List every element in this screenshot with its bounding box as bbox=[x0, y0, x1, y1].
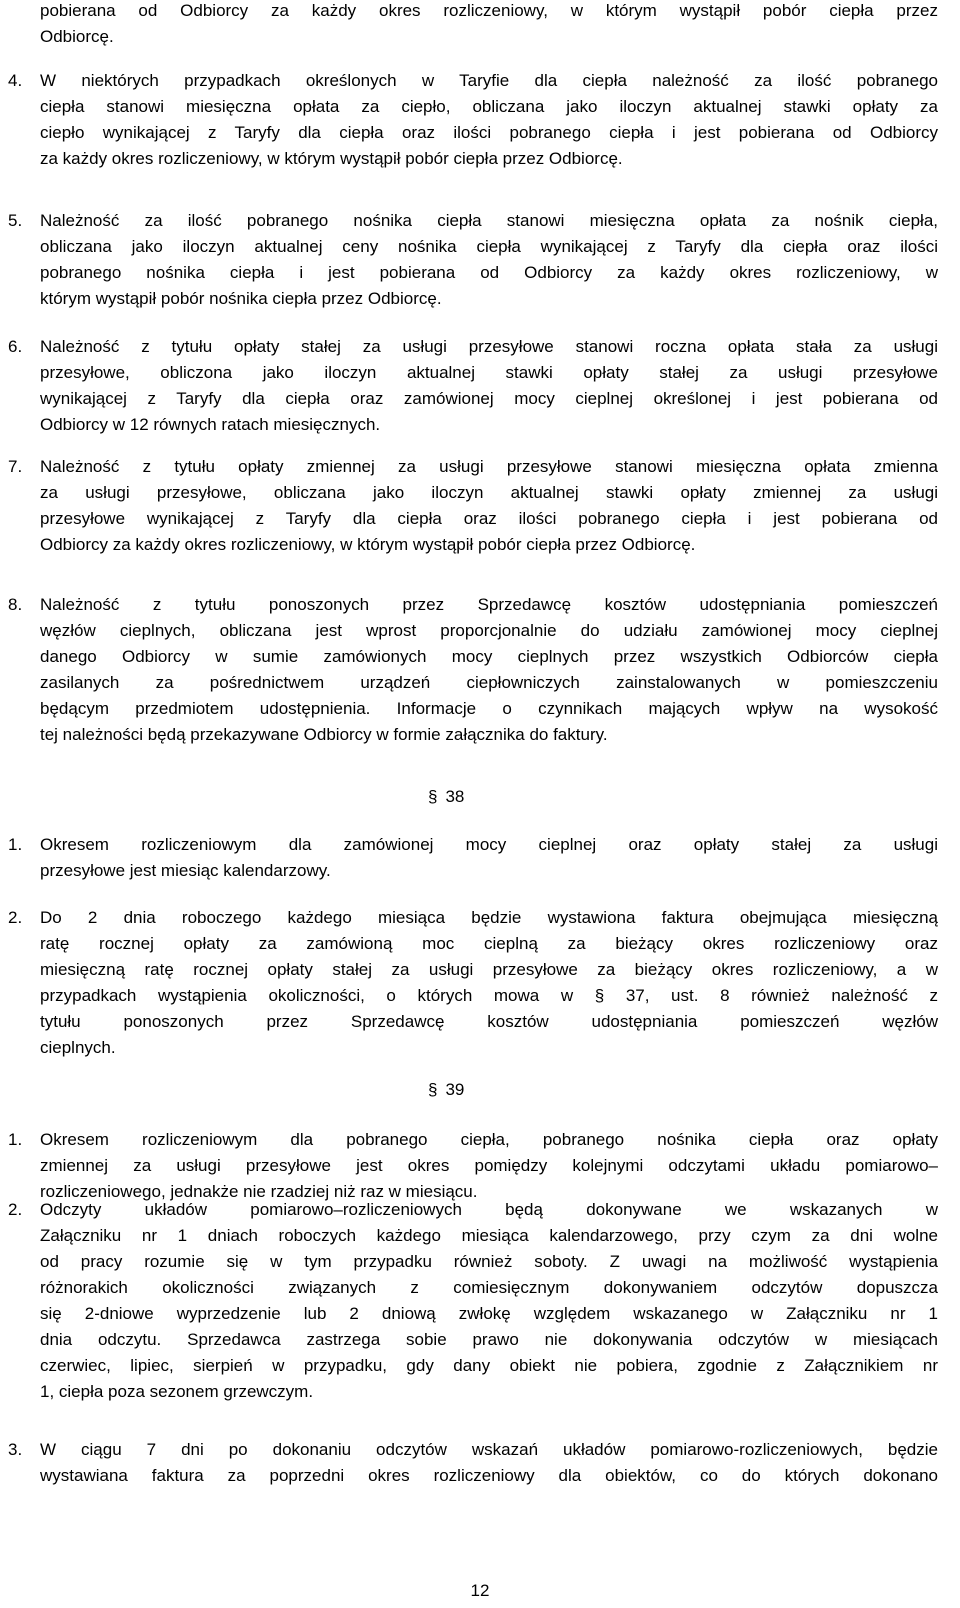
text-line: za każdy okres rozliczeniowy, w którym wystąpił pobór ciepła przez Odbiorcę. bbox=[40, 149, 623, 168]
paragraph-text bbox=[40, 1197, 938, 1405]
page-number: 12 bbox=[470, 1581, 490, 1600]
text-line: węzłów cieplnych, obliczana jest wprost proporcjonalnie do udziału zamówionej mocy cieplnej bbox=[40, 621, 938, 640]
text-line: ciepła stanowi miesięczna opłata za ciepło, obliczana jako iloczyn aktualnej stawki opłaty za bbox=[40, 97, 938, 116]
paragraph-text bbox=[40, 1127, 938, 1205]
text-line: wynikającej z Taryfy dla ciepła oraz zamówionej mocy cieplnej określonej i jest pobierana od bbox=[40, 389, 938, 408]
text-line: Odbiorcy za każdy okres rozliczeniowy, w którym wystąpił pobór ciepła przez Odbiorcę. bbox=[40, 535, 696, 554]
paragraph-text bbox=[40, 334, 938, 438]
paragraph-number: 2. bbox=[8, 908, 23, 927]
paragraph-number: 1. bbox=[8, 835, 23, 854]
text-line: Odbiorcę. bbox=[40, 27, 114, 46]
text-line: tej należności będą przekazywane Odbiorcy w formie załącznika do faktury. bbox=[40, 725, 608, 744]
text-line: Należność z tytułu ponoszonych przez Sprzedawcę kosztów udostępniania pomieszczeń bbox=[40, 595, 938, 614]
text-line: zmiennej za usługi przesyłowe jest okres pomiędzy kolejnymi odczytami układu pomiarowo– bbox=[40, 1156, 938, 1175]
text-line: W niektórych przypadkach określonych w Taryfie dla ciepła należność za ilość pobranego bbox=[40, 71, 938, 90]
text-line: obliczana jako iloczyn aktualnej ceny nośnika ciepła wynikającej z Taryfy dla ciepła oraz ilości bbox=[40, 237, 938, 256]
section-sign-icon: § bbox=[428, 1080, 438, 1099]
paragraph-text bbox=[40, 832, 938, 884]
paragraph-text bbox=[40, 0, 938, 50]
paragraph-text bbox=[40, 454, 938, 558]
paragraph-number: 6. bbox=[8, 337, 23, 356]
text-line: różnorakich okoliczności związanych z comiesięcznym dokonywaniem odczytów dopuszcza bbox=[40, 1278, 938, 1297]
text-line: miesięczną ratę rocznej opłaty stałej za usługi przesyłowe za bieżący okres rozliczeniowy, a w bbox=[40, 960, 938, 979]
paragraph-number: 5. bbox=[8, 211, 23, 230]
text-line: przypadkach wystąpienia okoliczności, o których mowa w § 37, ust. 8 również należność z bbox=[40, 986, 938, 1005]
text-line: Odbiorcy w 12 równych ratach miesięcznych. bbox=[40, 415, 381, 434]
paragraph-text bbox=[40, 68, 938, 172]
section-heading-39 bbox=[428, 1077, 464, 1103]
text-line: czerwiec, lipiec, sierpień w przypadku, gdy dany obiekt nie pobiera, zgodnie z Załącznikiem nr bbox=[40, 1356, 938, 1375]
paragraph-number: 2. bbox=[8, 1200, 23, 1219]
text-line: dnia odczytu. Sprzedawca zastrzega sobie prawo nie dokonywania odczytów w miesiącach bbox=[40, 1330, 938, 1349]
paragraph-text bbox=[40, 905, 938, 1061]
text-line: będącym przedmiotem udostępnienia. Informacje o czynnikach mających wpływ na wysokość bbox=[40, 699, 938, 718]
text-line: tytułu ponoszonych przez Sprzedawcę kosztów udostępniania pomieszczeń węzłów bbox=[40, 1012, 938, 1031]
paragraph-number: 3. bbox=[8, 1440, 23, 1459]
text-line: Należność z tytułu opłaty stałej za usługi przesyłowe stanowi roczna opłata stała za usługi bbox=[40, 337, 938, 356]
text-line: przesyłowe wynikającej z Taryfy dla ciepła oraz ilości pobranego ciepła i jest pobierana od bbox=[40, 509, 938, 528]
paragraph-text bbox=[40, 592, 938, 748]
text-line: się 2-dniowe wyprzedzenie lub 2 dniową zwłokę względem wskazanego w Załączniku nr 1 bbox=[40, 1304, 938, 1323]
text-line: Należność z tytułu opłaty zmiennej za usługi przesyłowe stanowi miesięczna opłata zmienna bbox=[40, 457, 938, 476]
text-line: od pracy rozumie się w tym przypadku również soboty. Z uwagi na możliwość wystąpienia bbox=[40, 1252, 938, 1271]
text-line: Okresem rozliczeniowym dla pobranego ciepła, pobranego nośnika ciepła oraz opłaty bbox=[40, 1130, 938, 1149]
text-line: Do 2 dnia roboczego każdego miesiąca będzie wystawiona faktura obejmująca miesięczną bbox=[40, 908, 938, 927]
text-line: danego Odbiorcy w sumie zamówionych mocy cieplnych przez wszystkich Odbiorców ciepła bbox=[40, 647, 938, 666]
text-line: pobranego nośnika ciepła i jest pobierana od Odbiorcy za każdy okres rozliczeniowy, w bbox=[40, 263, 938, 282]
text-line: za usługi przesyłowe, obliczana jako iloczyn aktualnej stawki opłaty zmiennej za usługi bbox=[40, 483, 938, 502]
text-line: W ciągu 7 dni po dokonaniu odczytów wskazań układów pomiarowo-rozliczeniowych, będzie bbox=[40, 1440, 938, 1459]
section-sign-icon: § bbox=[428, 787, 438, 806]
paragraph-number: 7. bbox=[8, 457, 23, 476]
text-line: którym wystąpił pobór nośnika ciepła przez Odbiorcę. bbox=[40, 289, 442, 308]
section-number: 38 bbox=[445, 787, 465, 806]
text-line: Okresem rozliczeniowym dla zamówionej mocy cieplnej oraz opłaty stałej za usługi bbox=[40, 835, 938, 854]
text-line: Odczyty układów pomiarowo–rozliczeniowych będą dokonywane we wskazanych w bbox=[40, 1200, 938, 1219]
paragraph-number: 1. bbox=[8, 1130, 23, 1149]
section-heading-38 bbox=[428, 784, 464, 810]
text-line: przesyłowe, obliczona jako iloczyn aktualnej stawki opłaty stałej za usługi przesyłowe bbox=[40, 363, 938, 382]
text-line: pobierana od Odbiorcy za każdy okres rozliczeniowy, w którym wystąpił pobór ciepła przez bbox=[40, 1, 938, 20]
text-line: zasilanych za pośrednictwem urządzeń ciepłowniczych zainstalowanych w pomieszczeniu bbox=[40, 673, 938, 692]
section-number: 39 bbox=[445, 1080, 465, 1099]
paragraph-text bbox=[40, 1437, 938, 1489]
text-line: rozliczeniowego, jednakże nie rzadziej niż raz w miesiącu. bbox=[40, 1182, 478, 1201]
text-line: Należność za ilość pobranego nośnika ciepła stanowi miesięczna opłata za nośnik ciepła, bbox=[40, 211, 938, 230]
paragraph-text bbox=[40, 208, 938, 312]
text-line: 1, ciepła poza sezonem grzewczym. bbox=[40, 1382, 314, 1401]
paragraph-number: 8. bbox=[8, 595, 23, 614]
text-line: cieplnych. bbox=[40, 1038, 116, 1057]
text-line: Załączniku nr 1 dniach roboczych każdego miesiąca kalendarzowego, przy czym za dni wolne bbox=[40, 1226, 938, 1245]
text-line: ciepło wynikającej z Taryfy dla ciepła oraz ilości pobranego ciepła i jest pobierana od Odbiorcy bbox=[40, 123, 938, 142]
text-line: ratę rocznej opłaty za zamówioną moc cieplną za bieżący okres rozliczeniowy oraz bbox=[40, 934, 938, 953]
paragraph-number: 4. bbox=[8, 71, 23, 90]
text-line: przesyłowe jest miesiąc kalendarzowy. bbox=[40, 861, 331, 880]
text-line: wystawiana faktura za poprzedni okres rozliczeniowy dla obiektów, co do których dokonano bbox=[40, 1466, 938, 1485]
